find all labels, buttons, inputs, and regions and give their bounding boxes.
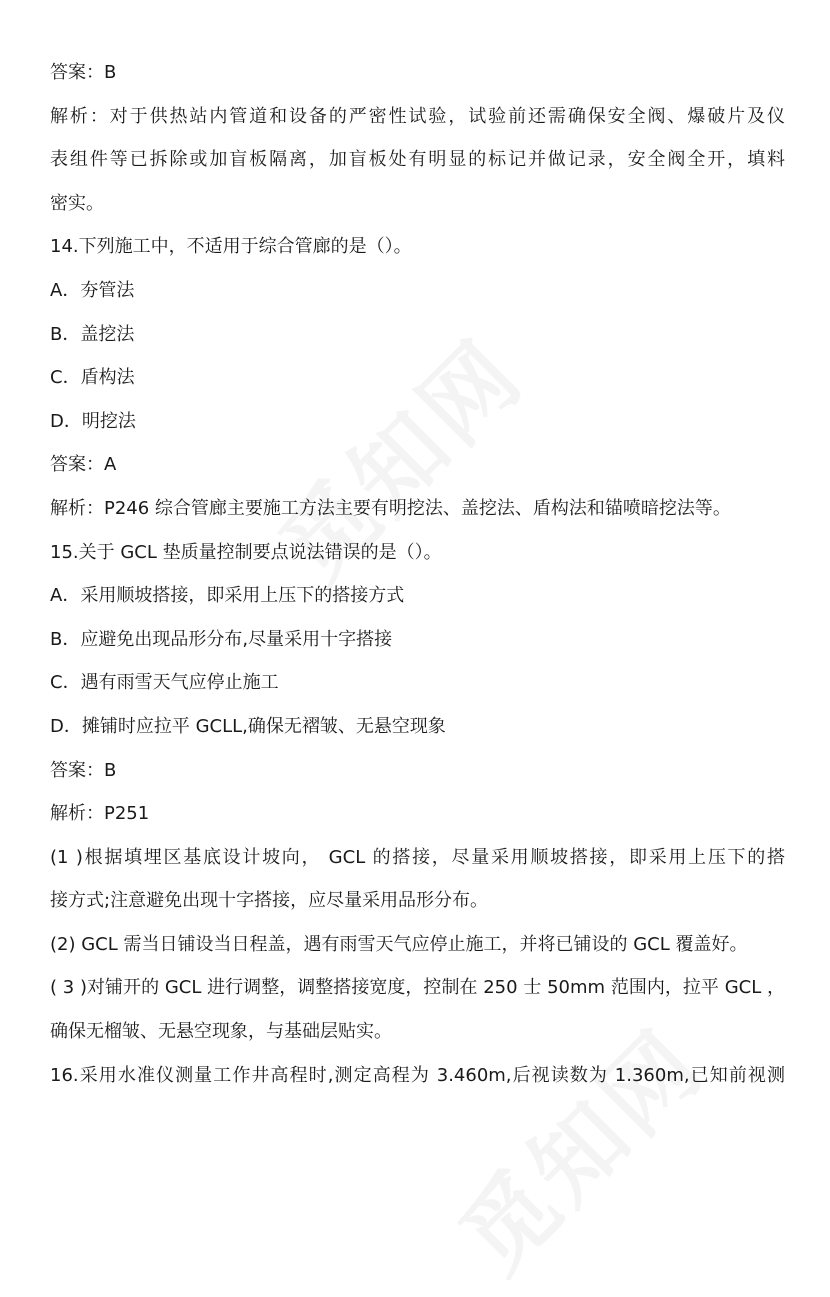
analysis-line: 解析：P246 综合管廊主要施工方法主要有明挖法、盖挖法、盾构法和锚喷暗挖法等。 [50, 497, 731, 519]
analysis-line: 表组件等已拆除或加盲板隔离，加盲板处有明显的标记并做记录，安全阀全开，填料 [50, 149, 785, 171]
document-body [50, 55, 785, 1101]
answer-line: 答案：B [50, 759, 117, 781]
analysis-point-2: (2) GCL 需当日铺设当日程盖，遇有雨雪天气应停止施工，并将已铺设的 GCL 覆盖好。 [50, 933, 748, 955]
question-15: 15.关于 GCL 垫质量控制要点说法错误的是（）。 [50, 541, 442, 563]
option-a: A．采用顺坡搭接，即采用上压下的搭接方式 [50, 585, 405, 607]
option-d: D．明挖法 [50, 410, 136, 432]
option-a: A．夯管法 [50, 279, 135, 301]
answer-line: 答案：A [50, 454, 117, 476]
answer-line: 答案：B [50, 62, 117, 83]
analysis-point-3: ( 3 )对铺开的 GCL 进行调整，调整搭接宽度，控制在 250 士 50mm 范围内，拉平 GCL ， [50, 977, 785, 999]
option-c: C．遇有雨雪天气应停止施工 [50, 672, 279, 694]
question-14: 14.下列施工中，不适用于综合管廊的是（）。 [50, 236, 412, 258]
question-16: 16.采用水准仪测量工作井高程时,测定高程为 3.460m,后视读数为 1.360m,已知前视测 [50, 1064, 785, 1086]
analysis-line: 解析：P251 [50, 803, 150, 825]
analysis-line: 解析：对于供热站内管道和设备的严密性试验，试验前还需确保安全阀、爆破片及仪 [50, 105, 785, 127]
analysis-point-1: (1 )根据填埋区基底设计坡向， GCL 的搭接，尽量采用顺坡搭接，即采用上压下的搭 [50, 846, 785, 868]
analysis-point-1-cont: 接方式;注意避免出现十字搭接，应尽量采用品形分布。 [50, 890, 489, 912]
option-d: D．摊铺时应拉平 GCLL,确保无褶皱、无悬空现象 [50, 715, 446, 737]
option-c: C．盾构法 [50, 367, 135, 389]
analysis-line: 密实。 [50, 192, 104, 214]
analysis-point-3-cont: 确保无榴皱、无悬空现象，与基础层贴实。 [50, 1021, 392, 1043]
option-b: B．盖挖法 [50, 323, 135, 345]
option-b: B．应避免出现品形分布,尽量采用十字搭接 [50, 628, 393, 650]
